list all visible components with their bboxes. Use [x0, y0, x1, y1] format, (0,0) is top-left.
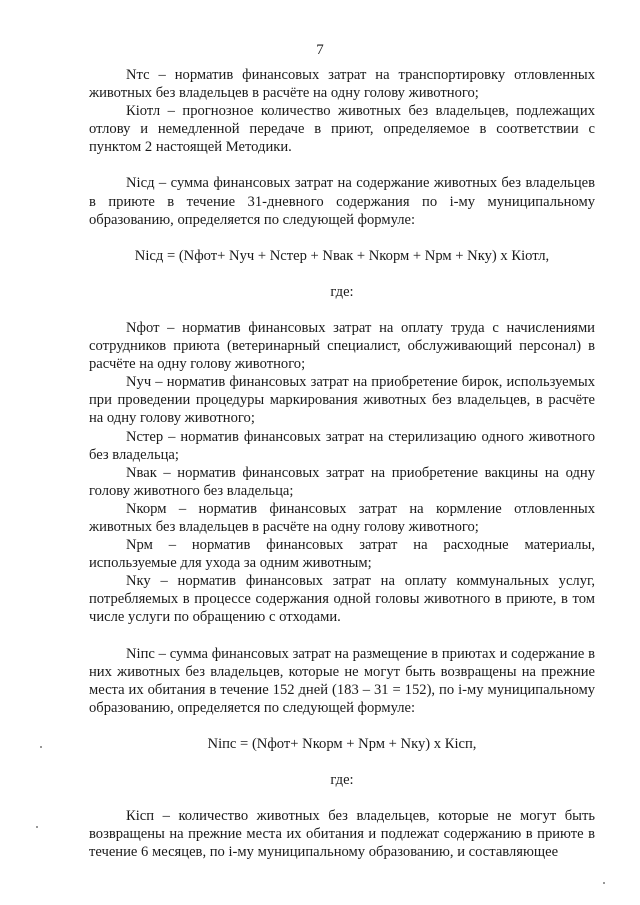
paragraph-nster: Nстер – норматив финансовых затрат на стерилизацию одного животного без владельца; — [89, 428, 595, 463]
page-number: 7 — [316, 42, 324, 58]
paragraph-nuch: Nуч – норматив финансовых затрат на приобретение бирок, используемых при проведении процедуры маркирования животных без владельцев, в расчёте на одну голову животного; — [89, 374, 595, 427]
where-label-1: где: — [330, 283, 354, 300]
paragraph-nrm: Nрм – норматив финансовых затрат на расходные материалы, используемые для ухода за одним животным; — [89, 537, 595, 572]
paragraph-nips: Nіпс – сумма финансовых затрат на размещение в приютах и содержание в них животных без владельцев, которые не могут быть возвращены на прежние места их обитания в течение 152 дней (183 – 31 = 152), по i-му муниципальному образованию, определяется по следующей формуле: — [89, 645, 595, 716]
paragraph-kisp: Кiсп – количество животных без владельцев, которые не могут быть возвращены на прежние места их обитания и подлежат содержанию в приюте в течение 6 месяцев, по i-му муниципальному образованию, и составляющее — [89, 808, 595, 861]
where-label-2: где: — [330, 772, 354, 788]
paragraph-ntc: Nтс – норматив финансовых затрат на транспортировку отловленных животных без владельцев в расчёте на одну голову животного; — [89, 67, 595, 102]
paragraph-kiotl: Кiотл – прогнозное количество животных без владельцев, подлежащих отлову и немедленной передаче в приют, определяемое в соответствии с пунктом 2 настоящей Методики. — [89, 103, 595, 156]
scan-speck — [36, 826, 38, 828]
scan-speck — [603, 882, 605, 884]
formula-nips: Nіпс = (Nфот+ Nкорм + Nрм + Nку) x Кiсп, — [207, 735, 477, 752]
paragraph-nkorm: Nкорм – норматив финансовых затрат на кормление отловленных животных без владельцев в расчёте на одну голову животного; — [89, 500, 595, 535]
scan-speck — [40, 746, 42, 748]
paragraph-nfot: Nфот – норматив финансовых затрат на оплату труда с начислениями сотрудников приюта (ветеринарный специалист, обслуживающий персонал) в расчёте на одну голову животного; — [89, 319, 595, 373]
paragraph-nku: Nку – норматив финансовых затрат на оплату коммунальных услуг, потребляемых в процессе содержания одной головы животного в приюте, в том числе услуги по обращению с отходами. — [89, 573, 595, 626]
document-body — [89, 66, 595, 861]
paragraph-nisd: Nісд – сумма финансовых затрат на содержание животных без владельцев в приюте в течение 31-дневного содержания по i-му муниципальному образованию, определяется по следующей формуле: — [89, 175, 595, 228]
paragraph-nvak: Nвак – норматив финансовых затрат на приобретение вакцины на одну голову животного без владельца; — [89, 464, 595, 499]
formula-nisd: Nісд = (Nфот+ Nуч + Nстер + Nвак + Nкорм + Nрм + Nку) x Кiотл, — [134, 247, 550, 264]
